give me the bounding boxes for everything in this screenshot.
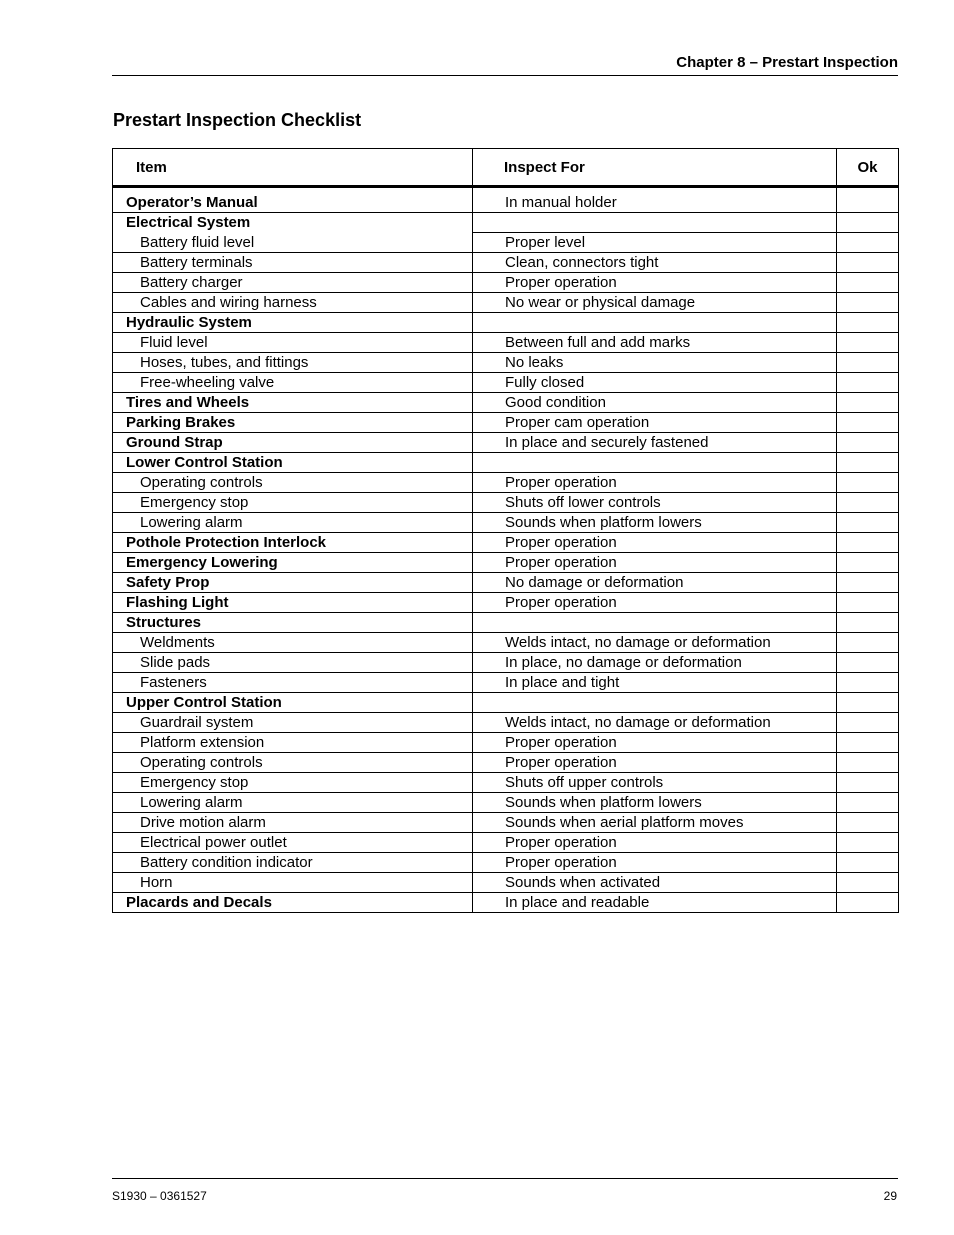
ok-checkbox-cell[interactable] bbox=[837, 533, 899, 553]
ok-checkbox-cell[interactable] bbox=[837, 813, 899, 833]
ok-checkbox-cell[interactable] bbox=[837, 313, 899, 333]
table-row bbox=[113, 413, 899, 433]
inspect-cell: Proper operation bbox=[473, 833, 837, 853]
ok-checkbox-cell[interactable] bbox=[837, 233, 899, 253]
table-row bbox=[113, 293, 899, 313]
table-row bbox=[113, 673, 899, 693]
inspect-cell: Proper cam operation bbox=[473, 413, 837, 433]
inspect-cell: Sounds when activated bbox=[473, 873, 837, 893]
table-row bbox=[113, 793, 899, 813]
inspect-cell: Proper operation bbox=[473, 553, 837, 573]
table-row bbox=[113, 433, 899, 453]
item-cell: Tires and Wheels bbox=[113, 393, 473, 413]
inspect-cell: Shuts off upper controls bbox=[473, 773, 837, 793]
ok-checkbox-cell[interactable] bbox=[837, 433, 899, 453]
ok-checkbox-cell[interactable] bbox=[837, 833, 899, 853]
table-row bbox=[113, 313, 899, 333]
ok-checkbox-cell[interactable] bbox=[837, 553, 899, 573]
item-cell: Flashing Light bbox=[113, 593, 473, 613]
inspect-cell: Proper operation bbox=[473, 853, 837, 873]
ok-checkbox-cell[interactable] bbox=[837, 893, 899, 913]
inspect-cell bbox=[473, 693, 837, 713]
table-row bbox=[113, 633, 899, 653]
item-cell: Cables and wiring harness bbox=[113, 293, 473, 313]
ok-checkbox-cell[interactable] bbox=[837, 333, 899, 353]
ok-checkbox-cell[interactable] bbox=[837, 633, 899, 653]
ok-checkbox-cell[interactable] bbox=[837, 453, 899, 473]
document-number: S1930 – 0361527 bbox=[112, 1189, 207, 1203]
inspect-column-header: Inspect For bbox=[473, 149, 837, 187]
ok-checkbox-cell[interactable] bbox=[837, 513, 899, 533]
ok-checkbox-cell[interactable] bbox=[837, 593, 899, 613]
item-cell: Free-wheeling valve bbox=[113, 373, 473, 393]
item-cell: Drive motion alarm bbox=[113, 813, 473, 833]
ok-checkbox-cell[interactable] bbox=[837, 613, 899, 633]
ok-checkbox-cell[interactable] bbox=[837, 473, 899, 493]
table-row bbox=[113, 753, 899, 773]
item-cell: Horn bbox=[113, 873, 473, 893]
table-row bbox=[113, 333, 899, 353]
item-cell: Upper Control Station bbox=[113, 693, 473, 713]
inspect-cell bbox=[473, 453, 837, 473]
inspect-cell: Sounds when platform lowers bbox=[473, 793, 837, 813]
inspect-cell bbox=[473, 313, 837, 333]
page-title: Prestart Inspection Checklist bbox=[113, 110, 362, 130]
item-cell: Electrical System bbox=[126, 214, 251, 232]
footer-divider bbox=[112, 1178, 898, 1179]
checklist-table bbox=[112, 148, 899, 913]
table-row bbox=[113, 273, 899, 293]
item-cell: Placards and Decals bbox=[113, 893, 473, 913]
inspect-cell: Fully closed bbox=[473, 373, 837, 393]
table-row bbox=[113, 653, 899, 673]
item-cell: Hydraulic System bbox=[113, 313, 473, 333]
ok-checkbox-cell[interactable] bbox=[837, 693, 899, 713]
ok-checkbox-cell[interactable] bbox=[837, 653, 899, 673]
item-cell: Emergency stop bbox=[113, 773, 473, 793]
item-cell: Slide pads bbox=[113, 653, 473, 673]
inspect-cell: Clean, connectors tight bbox=[473, 253, 837, 273]
item-cell: Emergency Lowering bbox=[113, 553, 473, 573]
page-number: 29 bbox=[883, 1189, 897, 1203]
ok-checkbox-cell[interactable] bbox=[837, 853, 899, 873]
inspect-cell: Proper operation bbox=[473, 753, 837, 773]
item-cell: Weldments bbox=[113, 633, 473, 653]
inspect-cell: Proper operation bbox=[473, 593, 837, 613]
ok-checkbox-cell[interactable] bbox=[837, 413, 899, 433]
ok-checkbox-cell[interactable] bbox=[837, 493, 899, 513]
item-cell: Battery charger bbox=[113, 273, 473, 293]
ok-checkbox-cell[interactable] bbox=[837, 793, 899, 813]
ok-checkbox-cell[interactable] bbox=[837, 293, 899, 313]
inspect-cell: Welds intact, no damage or deformation bbox=[473, 713, 837, 733]
ok-checkbox-cell[interactable] bbox=[837, 393, 899, 413]
inspect-cell: Proper operation bbox=[473, 733, 837, 753]
table-row bbox=[113, 693, 899, 713]
ok-checkbox-cell[interactable] bbox=[837, 253, 899, 273]
item-cell: Pothole Protection Interlock bbox=[113, 533, 473, 553]
item-cell: Battery terminals bbox=[113, 253, 473, 273]
inspect-cell: Sounds when platform lowers bbox=[473, 513, 837, 533]
inspect-cell: Sounds when aerial platform moves bbox=[473, 813, 837, 833]
checklist-body bbox=[113, 187, 899, 913]
inspect-cell: No damage or deformation bbox=[473, 573, 837, 593]
ok-column-header: Ok bbox=[837, 149, 899, 187]
item-cell: Lowering alarm bbox=[113, 513, 473, 533]
table-row bbox=[113, 533, 899, 553]
ok-checkbox-cell[interactable] bbox=[837, 573, 899, 593]
item-cell: Lower Control Station bbox=[113, 453, 473, 473]
table-row bbox=[113, 773, 899, 793]
inspect-cell: In place, no damage or deformation bbox=[473, 653, 837, 673]
item-cell: Fluid level bbox=[113, 333, 473, 353]
item-cell: Parking Brakes bbox=[113, 413, 473, 433]
inspect-cell bbox=[473, 613, 837, 633]
item-cell: Operator’s Manual bbox=[113, 193, 473, 213]
table-row bbox=[113, 553, 899, 573]
item-cell: Ground Strap bbox=[113, 433, 473, 453]
ok-checkbox-cell[interactable] bbox=[837, 193, 899, 213]
item-cell: Operating controls bbox=[113, 473, 473, 493]
ok-checkbox-cell[interactable] bbox=[837, 873, 899, 893]
table-row bbox=[113, 613, 899, 633]
table-row bbox=[113, 213, 899, 233]
inspect-cell: No wear or physical damage bbox=[473, 293, 837, 313]
item-cell: Lowering alarm bbox=[113, 793, 473, 813]
item-cell: Fasteners bbox=[113, 673, 473, 693]
item-cell: Guardrail system bbox=[113, 713, 473, 733]
table-row bbox=[113, 393, 899, 413]
inspect-cell: Good condition bbox=[473, 393, 837, 413]
table-row bbox=[113, 893, 899, 913]
inspect-cell: Proper level bbox=[473, 233, 837, 253]
item-cell: Platform extension bbox=[113, 733, 473, 753]
chapter-header: Chapter 8 – Prestart Inspection bbox=[676, 54, 898, 71]
inspect-cell: In place and readable bbox=[473, 893, 837, 913]
table-row bbox=[113, 593, 899, 613]
table-row bbox=[113, 373, 899, 393]
item-cell: Operating controls bbox=[113, 753, 473, 773]
item-cell: Safety Prop bbox=[113, 573, 473, 593]
table-row bbox=[113, 733, 899, 753]
item-cell: Battery condition indicator bbox=[113, 853, 473, 873]
inspect-cell: Proper operation bbox=[473, 273, 837, 293]
header-divider bbox=[112, 75, 898, 76]
table-row bbox=[113, 813, 899, 833]
table-header-row bbox=[113, 149, 899, 187]
inspect-cell: Proper operation bbox=[473, 533, 837, 553]
item-cell: Emergency stop bbox=[113, 493, 473, 513]
item-cell: Battery fluid level bbox=[113, 233, 473, 253]
item-cell: Electrical power outlet bbox=[113, 833, 473, 853]
item-cell: Structures bbox=[113, 613, 473, 633]
ok-checkbox-cell[interactable] bbox=[837, 733, 899, 753]
ok-checkbox-cell[interactable] bbox=[837, 213, 899, 233]
table-row bbox=[113, 853, 899, 873]
table-row bbox=[113, 573, 899, 593]
table-row bbox=[113, 253, 899, 273]
table-row bbox=[113, 453, 899, 473]
item-column-header: Item bbox=[113, 149, 473, 187]
inspect-cell bbox=[473, 213, 837, 233]
table-row bbox=[113, 513, 899, 533]
ok-checkbox-cell[interactable] bbox=[837, 773, 899, 793]
inspect-cell: Between full and add marks bbox=[473, 333, 837, 353]
inspect-cell: Shuts off lower controls bbox=[473, 493, 837, 513]
table-row bbox=[113, 713, 899, 733]
ok-checkbox-cell[interactable] bbox=[837, 713, 899, 733]
ok-checkbox-cell[interactable] bbox=[837, 273, 899, 293]
inspect-cell: Welds intact, no damage or deformation bbox=[473, 633, 837, 653]
table-row bbox=[113, 493, 899, 513]
inspect-cell: In manual holder bbox=[473, 193, 837, 213]
item-cell: Hoses, tubes, and fittings bbox=[113, 353, 473, 373]
ok-checkbox-cell[interactable] bbox=[837, 673, 899, 693]
table-row bbox=[113, 873, 899, 893]
table-row bbox=[113, 473, 899, 493]
table-row bbox=[113, 353, 899, 373]
ok-checkbox-cell[interactable] bbox=[837, 353, 899, 373]
inspect-cell: Proper operation bbox=[473, 473, 837, 493]
ok-checkbox-cell[interactable] bbox=[837, 373, 899, 393]
ok-checkbox-cell[interactable] bbox=[837, 753, 899, 773]
inspect-cell: In place and tight bbox=[473, 673, 837, 693]
inspect-cell: In place and securely fastened bbox=[473, 433, 837, 453]
table-row bbox=[113, 833, 899, 853]
inspect-cell: No leaks bbox=[473, 353, 837, 373]
table-row bbox=[113, 193, 899, 213]
table-row bbox=[113, 233, 899, 253]
